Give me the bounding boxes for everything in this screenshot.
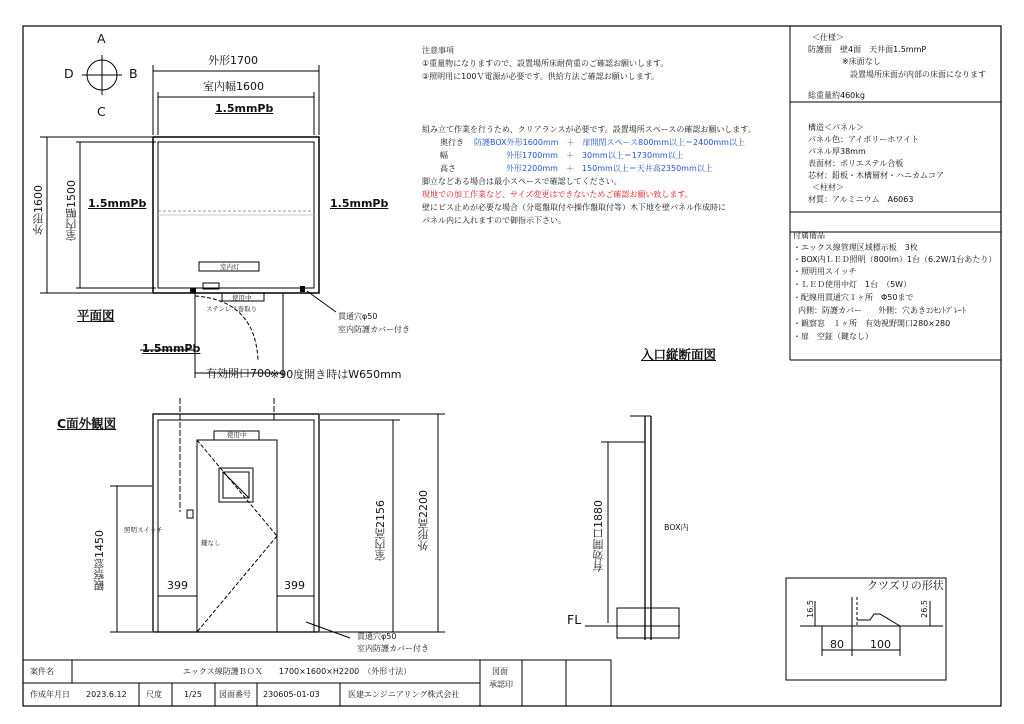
acc-3: ・照明用スイッチ <box>793 267 857 276</box>
plan-inner-height: 室内幅1500 <box>65 180 78 241</box>
compass-a: A <box>97 31 106 46</box>
threshold-w2: 100 <box>870 638 891 651</box>
depth-value: 防護BOX外形1600mm ＋ 扉開閉スペース800mm以上＝2400mm以上 <box>474 138 745 147</box>
threshold-h1: 16.5 <box>806 600 815 618</box>
elev-window-height: 観察窓1450 <box>93 530 106 591</box>
section-open-height: 有効開口1880 <box>592 500 605 572</box>
company-name: 医建エンジニアリング株式会社 <box>348 690 460 699</box>
plan-inner-width: 室内幅1600 <box>203 80 264 93</box>
threshold-title: クツズリの形状 <box>867 579 944 592</box>
threshold-h2: 26.5 <box>920 600 929 618</box>
case-label: 案件名 <box>30 667 54 676</box>
acc-1: ・エックス線管理区域標示板 3枚 <box>793 243 918 252</box>
acc-8: ・扉 空鉦（鍵なし） <box>793 332 873 341</box>
elev-left-399: 399 <box>167 579 188 592</box>
plan-pb-top: 1.5mmPb <box>215 102 274 115</box>
height-label: 高さ <box>440 164 456 173</box>
spec-1: 防護面 壁4面 天井面1.5mmP <box>808 45 927 54</box>
drawing-number-label: 図面番号 <box>219 690 251 699</box>
panel-header: 構造＜パネル＞ <box>808 123 864 132</box>
acc-2: ・BOX内ＬＥＤ照明（800lm）1台（6.2W/1台あたり） <box>793 255 997 264</box>
compass-c: C <box>97 104 106 119</box>
total-weight: 総重量約460kg <box>808 91 865 100</box>
width-label: 幅 <box>440 151 448 160</box>
section-title: 入口縦断面図 <box>641 347 717 362</box>
elev-lock: 鍵なし <box>201 539 221 547</box>
plan-pb-right: 1.5mmPb <box>330 197 389 210</box>
plan-stainless: ステンレス巻取り <box>206 305 258 313</box>
spec-2: ※床面なし <box>842 57 881 66</box>
compass-b: B <box>129 66 138 81</box>
pillar-header: ＜柱材＞ <box>812 183 844 192</box>
plan-hole: 貫通穴φ50 <box>338 312 378 321</box>
scale-label: 尺度 <box>146 690 162 699</box>
acc-7: ・観察窓 １ヶ所 有効視野開口280×280 <box>793 319 951 328</box>
note-2: ②照明用に100Ｖ電源が必要です。供給方法ご確認お願いします。 <box>422 72 660 81</box>
approval-label-2: 承認印 <box>489 680 513 689</box>
approval-label-1: 図面 <box>492 667 508 676</box>
plan-outer-width: 外形1700 <box>208 54 258 67</box>
elev-switch: 照明スイッチ <box>124 526 163 534</box>
plan-door-note: ※90度開き時はW650mm <box>270 368 402 381</box>
scale-value: 1/25 <box>184 690 202 699</box>
spec-3: 設置場所床面が内部の床面になります <box>850 70 986 79</box>
plan-title: 平面図 <box>77 308 115 323</box>
height-value: 外形2200mm ＋ 150mm以上＝天井高2350mm以上 <box>506 164 713 173</box>
plan-outer-height: 外形1600 <box>32 185 45 235</box>
onsite-warning: 現地での加工作業など、サイズ変更はできないためご確認お願い致します。 <box>422 190 693 199</box>
ladder-note: 脚立などある場合は最小スペースで確認してください。 <box>422 177 622 186</box>
panel-3: 表面材：ポリエステル合板 <box>808 159 904 168</box>
note-1: ①重量物になりますので、設置場所床耐荷重のご確認お願いします。 <box>422 59 669 68</box>
plan-in-use: 使用中 <box>232 294 252 302</box>
section-fl: FL <box>567 612 582 627</box>
plan-pb-door: 1.5mmPb <box>142 342 201 355</box>
clearance-note: 組み立て作業を行うため、クリアランスが必要です。設置場所スペースの確認お願いします。 <box>422 125 756 134</box>
panel-5: 材質：アルミニウム A6063 <box>808 195 914 204</box>
drawing-number: 230605-01-03 <box>263 690 320 699</box>
elev-right-399: 399 <box>284 579 305 592</box>
wall-note-2: パネル内に入れますので御指示下さい。 <box>422 216 566 225</box>
plan-lamp-label: 室内灯 <box>220 263 240 271</box>
elevation-title: C面外観図 <box>57 416 117 431</box>
spec-header: ＜仕様＞ <box>812 33 844 42</box>
notes-header: 注意事項 <box>422 46 454 55</box>
wall-note-1: 壁にビス止めが必要な場合（分電盤取付や操作盤取付等）木下地を壁パネル作成時に <box>422 203 726 212</box>
threshold-w1: 80 <box>830 638 844 651</box>
acc-6: 内側：防護カバー 外側：穴あきｺﾝｾﾝﾄﾌﾟﾚｰﾄ <box>798 306 966 315</box>
elev-outer-height: 外形高2200 <box>417 490 430 551</box>
elev-hole: 貫通穴φ50 <box>357 632 397 641</box>
panel-1: パネル色：アイボリーホワイト <box>808 135 920 144</box>
section-box-inside: BOX内 <box>664 523 689 532</box>
width-value: 外形1700mm ＋ 30mm以上＝1730mm以上 <box>506 151 684 160</box>
plan-door-opening: 有効開口700 <box>206 367 271 380</box>
elev-hole-cover: 室内防護カバー付き <box>357 644 429 653</box>
depth-label: 奥行き <box>440 138 464 147</box>
compass-d: D <box>64 66 74 81</box>
date-value: 2023.6.12 <box>86 690 127 699</box>
plan-pb-left: 1.5mmPb <box>88 197 147 210</box>
panel-2: パネル厚38mm <box>808 147 866 156</box>
plan-hole-cover: 室内防護カバー付き <box>338 325 410 334</box>
elev-in-use: 使用中 <box>227 431 247 439</box>
acc-header: 付属備品 <box>793 231 825 240</box>
panel-4: 芯材：鉛板・木構層材・ハニカムコア <box>808 171 944 180</box>
acc-4: ・ＬＥＤ使用中灯 1台 （5W） <box>793 280 912 289</box>
acc-5: ・配線用貫通穴１ヶ所 Φ50まで <box>793 293 914 302</box>
elev-inner-height: 室内高2156 <box>374 500 387 561</box>
date-label: 作成年月日 <box>30 690 70 699</box>
case-name: エックス線防護ＢＯＸ 1700×1600×H2200 （外形寸法） <box>183 667 412 676</box>
